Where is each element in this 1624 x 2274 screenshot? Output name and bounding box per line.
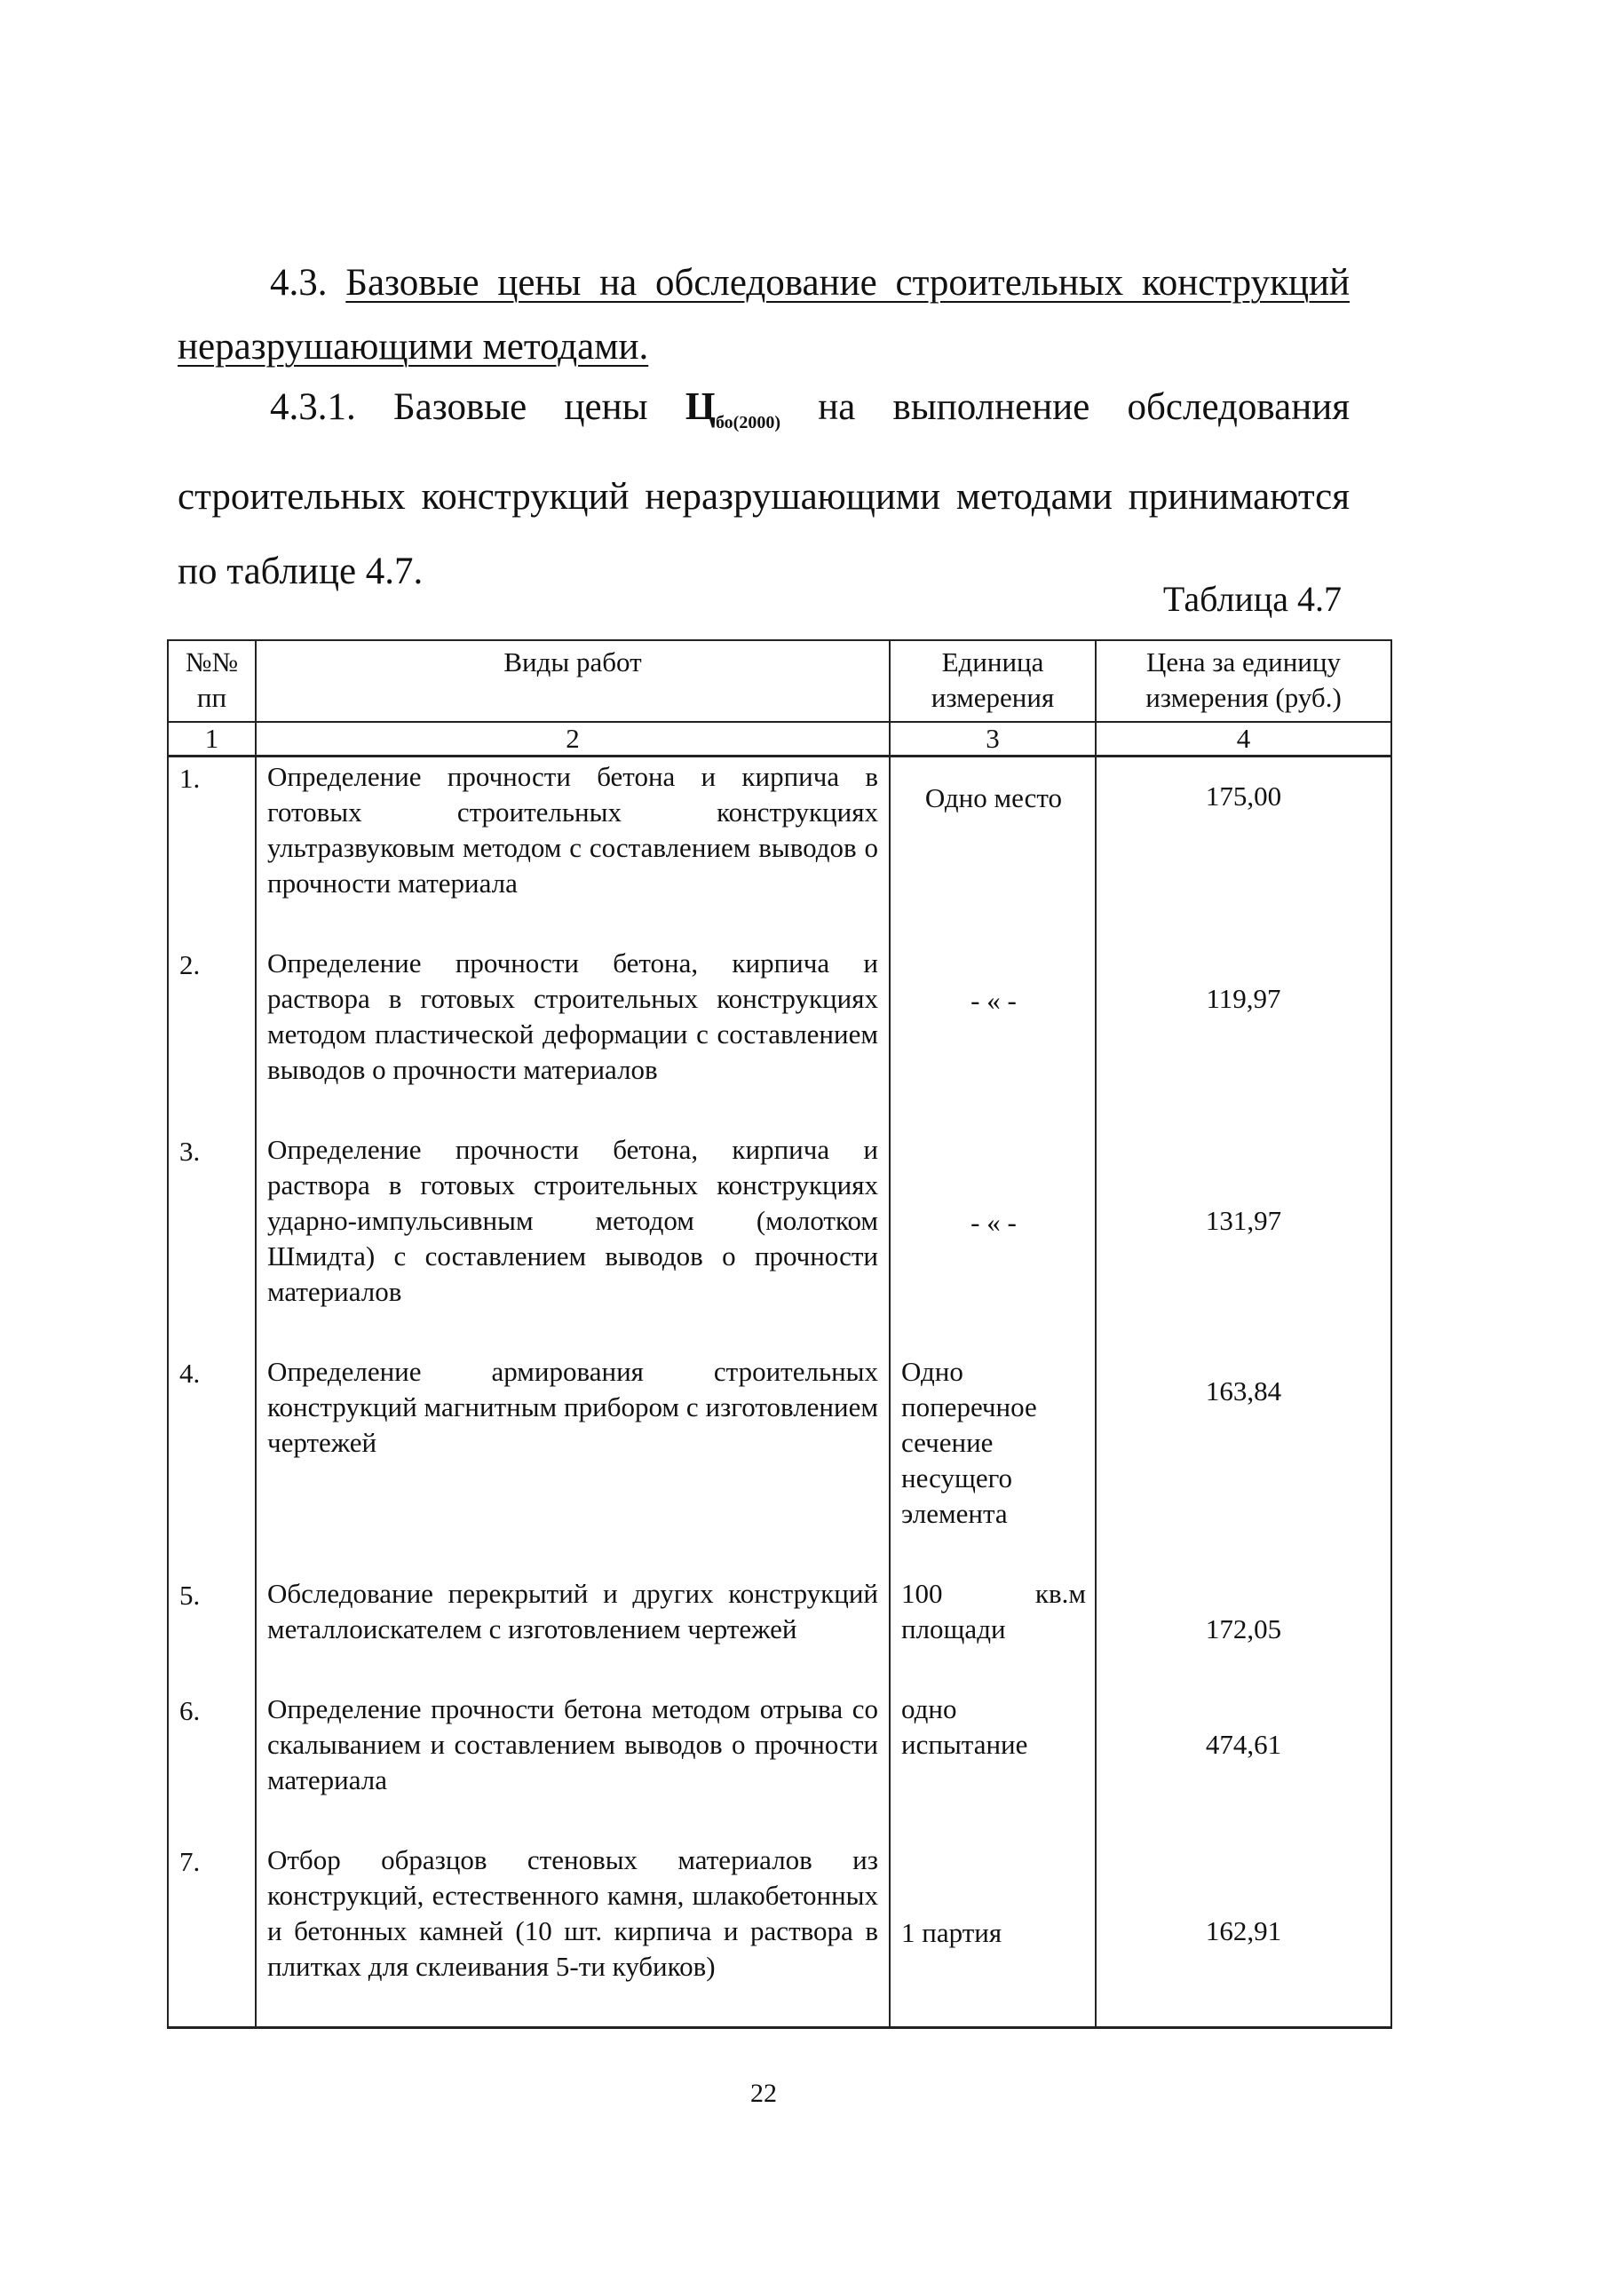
row-spacer bbox=[168, 1985, 1391, 2027]
price-value: 175,00 bbox=[1205, 780, 1282, 812]
table-row bbox=[168, 1841, 1391, 1985]
price-value: 119,97 bbox=[1206, 983, 1281, 1014]
price-value: 162,91 bbox=[1205, 1915, 1282, 1946]
price-cell bbox=[1096, 1574, 1391, 1647]
unit-value: - « - bbox=[970, 985, 1017, 1016]
price-value: 163,84 bbox=[1205, 1375, 1282, 1406]
unit-value: 1 партия bbox=[901, 1917, 1002, 1948]
work-description: Определение прочности бетона и кирпича в готовых строительных конструкциях ультразвуковым методом с составлением выводов о прочности материала bbox=[256, 757, 890, 902]
table-row bbox=[168, 1690, 1391, 1798]
row-spacer bbox=[168, 1310, 1391, 1352]
row-number: 5. bbox=[168, 1574, 256, 1647]
section-paragraph bbox=[178, 369, 1350, 609]
section-number: 4.3. bbox=[270, 262, 328, 304]
column-number: 3 bbox=[890, 722, 1096, 757]
row-number: 3. bbox=[168, 1130, 256, 1310]
price-value: 131,97 bbox=[1205, 1205, 1282, 1236]
unit-cell bbox=[890, 757, 1096, 902]
unit-value: Одно поперечное сечение несущего элемента bbox=[890, 1352, 1096, 1532]
table-row bbox=[168, 1574, 1391, 1647]
table-row bbox=[168, 944, 1391, 1088]
price-table bbox=[167, 639, 1392, 2029]
price-value: 474,61 bbox=[1205, 1729, 1282, 1760]
price-cell bbox=[1096, 1352, 1391, 1532]
section-title: Базовые цены на обследование строительных конструкций неразрушающими методами. bbox=[178, 262, 1350, 368]
work-description: Определение прочности бетона методом отрыва со скалыванием и составлением выводов о прочности материала bbox=[256, 1690, 890, 1798]
column-number: 1 bbox=[168, 722, 256, 757]
price-cell bbox=[1096, 944, 1391, 1088]
table-row bbox=[168, 757, 1391, 902]
table-row bbox=[168, 1352, 1391, 1532]
work-description: Отбор образцов стеновых материалов из конструкций, естественного камня, шлакобетонных и бетонных камней (10 шт. кирпича и раствора в плитках для склеивания 5-ти кубиков) bbox=[256, 1841, 890, 1985]
column-number: 4 bbox=[1096, 722, 1391, 757]
price-cell bbox=[1096, 1841, 1391, 1985]
price-subscript: бо(2000) bbox=[715, 413, 780, 432]
row-number: 1. bbox=[168, 757, 256, 902]
row-number: 4. bbox=[168, 1352, 256, 1532]
unit-value: одно испытание bbox=[890, 1690, 1096, 1798]
page-number: 22 bbox=[750, 2079, 777, 2108]
work-description: Обследование перекрытий и других конструкций металлоискателем с изготовлением чертежей bbox=[256, 1574, 890, 1647]
header-work-type: Виды работ bbox=[256, 640, 890, 722]
row-number: 7. bbox=[168, 1841, 256, 1985]
price-symbol: Ц bbox=[685, 384, 716, 428]
row-spacer bbox=[168, 1532, 1391, 1574]
work-description: Определение прочности бетона, кирпича и раствора в готовых строительных конструкциях методом пластической деформации с составлением выводов о прочности материалов bbox=[256, 944, 890, 1088]
row-spacer bbox=[168, 1798, 1391, 1841]
section-heading bbox=[178, 251, 1350, 379]
price-cell bbox=[1096, 757, 1391, 902]
price-cell bbox=[1096, 1690, 1391, 1798]
table-caption: Таблица 4.7 bbox=[1162, 579, 1342, 619]
unit-value: Одно место bbox=[924, 782, 1063, 813]
header-number: №№ пп bbox=[168, 640, 256, 722]
table-row bbox=[168, 1130, 1391, 1310]
table-header-row bbox=[168, 640, 1391, 722]
header-unit: Единица измерения bbox=[890, 640, 1096, 722]
paragraph-text-before: Базовые цены bbox=[392, 386, 648, 428]
unit-value: - « - bbox=[970, 1207, 1017, 1238]
column-number-row bbox=[168, 722, 1391, 757]
unit-cell bbox=[890, 944, 1096, 1088]
work-description: Определение армирования строительных конструкций магнитным прибором с изготовлением чертежей bbox=[256, 1352, 890, 1532]
price-value: 172,05 bbox=[1205, 1613, 1282, 1644]
row-spacer bbox=[168, 901, 1391, 944]
header-price: Цена за единицу измерения (руб.) bbox=[1096, 640, 1391, 722]
row-spacer bbox=[168, 1088, 1391, 1130]
paragraph-number: 4.3.1. bbox=[270, 386, 356, 428]
row-number: 6. bbox=[168, 1690, 256, 1798]
column-number: 2 bbox=[256, 722, 890, 757]
paragraph-text-after: на выполнение обследования строительных конструкций неразрушающими методами принимаются по таблице 4.7. bbox=[178, 386, 1350, 592]
row-spacer bbox=[168, 1647, 1391, 1690]
work-description: Определение прочности бетона, кирпича и раствора в готовых строительных конструкциях ударно-импульсивным методом (молотком Шмидта) с составлением выводов о прочности материалов bbox=[256, 1130, 890, 1310]
row-number: 2. bbox=[168, 944, 256, 1088]
price-cell bbox=[1096, 1130, 1391, 1310]
unit-cell bbox=[890, 1130, 1096, 1310]
unit-value: 100 кв.м площади bbox=[890, 1574, 1096, 1647]
unit-cell bbox=[890, 1841, 1096, 1985]
